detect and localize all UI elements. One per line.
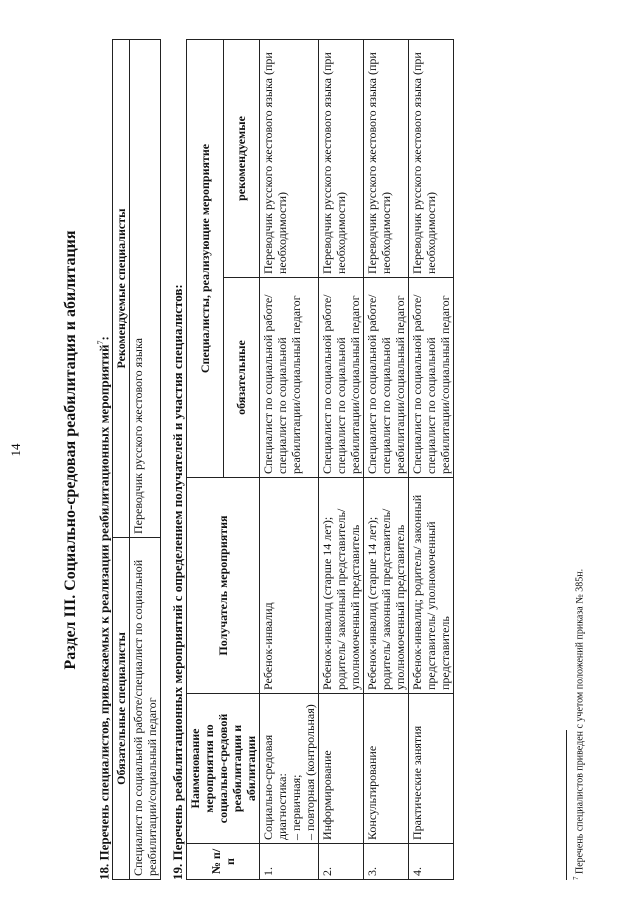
footnote <box>572 569 585 880</box>
section-18-heading <box>96 336 112 880</box>
recommended-specialists: Переводчик русского жестового языка (при необходимости) <box>260 40 319 278</box>
recipient: Ребенок-инвалид (старше 14 лет); родитель/ законный представитель/ уполномоченный представитель <box>319 478 364 694</box>
mandatory-specialists: Специалист по социальной работе/специалист по социальной реабилитации/социальный педагог <box>409 278 454 478</box>
footnote-ref: 7 <box>96 340 105 345</box>
measure-name: Консультирование <box>364 694 409 844</box>
row-number: 2. <box>319 844 364 880</box>
specialists-table <box>112 39 161 880</box>
row-number: 1. <box>260 844 319 880</box>
mandatory-specialists-cell: Специалист по социальной работе/специалист по социальной реабилитации/социальный педагог <box>130 538 161 880</box>
num-header: № п/п <box>187 844 260 880</box>
measure-name: Практические занятия <box>409 694 454 844</box>
row-number: 4. <box>409 844 454 880</box>
recommended-specialists-header: Рекомендуемые специалисты <box>113 40 130 538</box>
measure-name: Информирование <box>319 694 364 844</box>
mandatory-specialists: Специалист по социальной работе/специалист по социальной реабилитации/социальный педагог <box>260 278 319 478</box>
recipient: Ребенок-инвалид; родитель/ законный представитель/ уполномоченный представитель <box>409 478 454 694</box>
table-row <box>260 40 319 880</box>
section-title: Раздел III. Социально-средовая реабилитация и абилитация <box>62 230 79 670</box>
section-19-title: 19. Перечень реабилитационных мероприятий с определением получателей и участия специалистов: <box>170 284 185 880</box>
table-row <box>319 40 364 880</box>
recommended-specialists: Переводчик русского жестового языка (при необходимости) <box>409 40 454 278</box>
measure-subitem: – первичная; <box>289 774 303 840</box>
recipient: Ребенок-инвалид <box>260 478 319 694</box>
mandatory-specialists: Специалист по социальной работе/специалист по социальной реабилитации/социальный педагог <box>364 278 409 478</box>
mandatory-specialists-header: Обязательные специалисты <box>113 538 130 880</box>
table-row <box>409 40 454 880</box>
measures-header-row-1 <box>187 40 224 880</box>
row-number: 3. <box>364 844 409 880</box>
measure-name <box>260 694 319 844</box>
section-18-title-end: : <box>96 336 112 341</box>
specialists-header-row <box>113 40 130 880</box>
section-18-title: 18. Перечень специалистов, привлекаемых к реализации реабилитационных мероприятий <box>96 344 112 880</box>
mandatory-header: обязательные <box>223 278 260 478</box>
recommended-specialists-cell: Переводчик русского жестового языка <box>130 40 161 538</box>
page-number: 14 <box>8 443 23 457</box>
recommended-specialists: Переводчик русского жестового языка (при необходимости) <box>319 40 364 278</box>
table-row <box>364 40 409 880</box>
mandatory-specialists: Специалист по социальной работе/специалист по социальной реабилитации/социальный педагог <box>319 278 364 478</box>
specialists-row <box>130 40 161 880</box>
measure-name-header: Наименование мероприятия по социально-средовой реабилитации и абилитации <box>187 694 260 844</box>
measures-table <box>186 39 454 880</box>
footnote-text: Перечень специалистов приведен с учетом положений приказа № 385н. <box>574 568 586 874</box>
recipient: Ребенок-инвалид (старше 14 лет); родитель/ законный представитель/ уполномоченный представитель <box>364 478 409 694</box>
measure-name-text: Социально-средовая диагностика: <box>261 734 289 840</box>
recommended-specialists: Переводчик русского жестового языка (при необходимости) <box>364 40 409 278</box>
measure-subitem: – повторная (контрольная) <box>303 704 317 840</box>
specialists-header: Специалисты, реализующие мероприятие <box>187 40 224 478</box>
page-content <box>0 20 640 880</box>
recommended-header: рекомендуемые <box>223 40 260 278</box>
footnote-number: 7 <box>572 876 580 880</box>
footnote-divider <box>566 730 567 880</box>
recipient-header: Получатель мероприятия <box>187 478 260 694</box>
